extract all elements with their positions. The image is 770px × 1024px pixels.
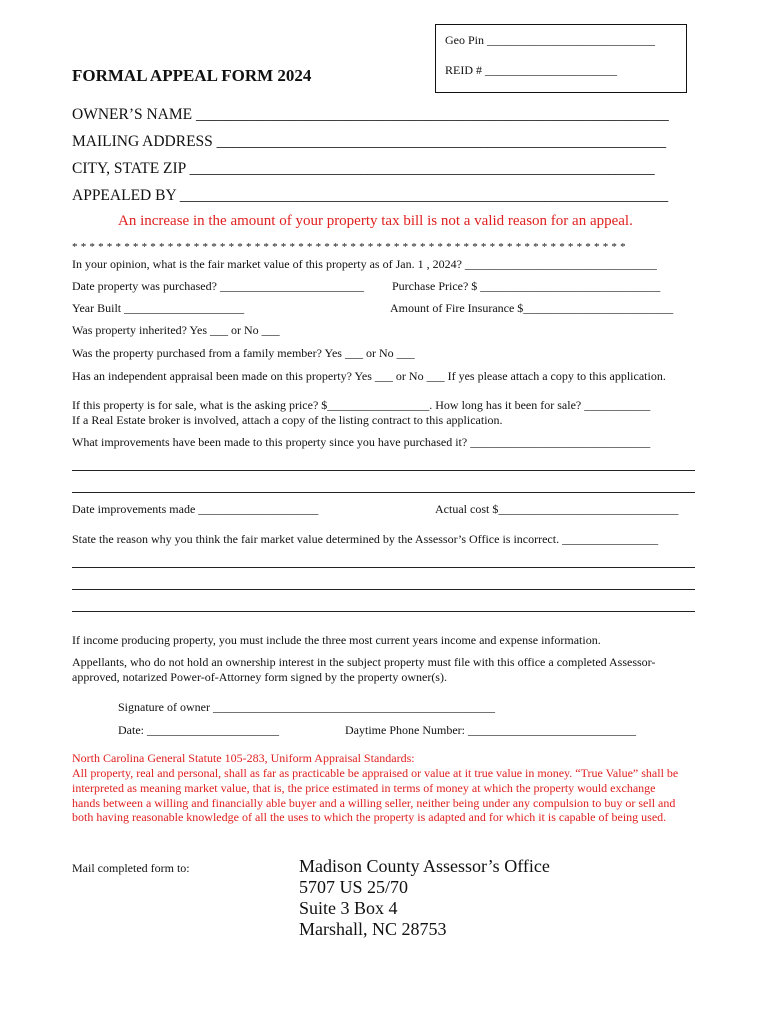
appeal-warning: An increase in the amount of your property tax bill is not a valid reason for an appeal. xyxy=(118,213,633,229)
fire-insurance-field[interactable]: Amount of Fire Insurance $_________________________ xyxy=(390,301,674,315)
reason-line-1[interactable] xyxy=(72,567,695,568)
mailing-address-field[interactable]: MAILING ADDRESS __________________________________________________________ xyxy=(72,133,667,150)
mail-address-line-4: Marshall, NC 28753 xyxy=(299,919,447,939)
geo-pin-field[interactable]: Geo Pin ____________________________ xyxy=(445,33,655,47)
phone-field[interactable]: Daytime Phone Number: ____________________________ xyxy=(345,723,636,737)
reason-question[interactable]: State the reason why you think the fair market value determined by the Assessor’s Office is incorrect. ________________ xyxy=(72,532,659,546)
broker-note: If a Real Estate broker is involved, attach a copy of the listing contract to this application. xyxy=(72,413,503,427)
inherited-question[interactable]: Was property inherited? Yes ___ or No ___ xyxy=(72,323,280,337)
form-title: FORMAL APPEAL FORM 2024 xyxy=(72,66,312,85)
date-field[interactable]: Date: ______________________ xyxy=(118,723,279,737)
date-improvements-field[interactable]: Date improvements made ____________________ xyxy=(72,502,319,516)
statute-body: All property, real and personal, shall as far as practicable be appraised or value at it true value in money. “True Value” shall be interpreted as meaning market value, that is, the price estimated in terms of money at which the property would exchange hands between a willing and financially able buyer and a willing seller, neither being under any compulsion to buy or sell and both having reasonable knowledge of all the uses to which the property is adapted and for which it is capable of being used. xyxy=(72,766,679,825)
mail-address-line-1: Madison County Assessor’s Office xyxy=(299,856,550,876)
fair-market-value-field[interactable]: In your opinion, what is the fair market value of this property as of Jan. 1 , 2024? ________________________________ xyxy=(72,257,657,271)
improvements-line-2[interactable] xyxy=(72,492,695,493)
date-purchased-field[interactable]: Date property was purchased? ________________________ xyxy=(72,279,364,293)
appellants-note: Appellants, who do not hold an ownership interest in the subject property must file with this office a completed Assessor-approved, notarized Power-of-Attorney form signed by the property owner(s). xyxy=(72,655,656,684)
mail-address-line-3: Suite 3 Box 4 xyxy=(299,898,398,918)
signature-field[interactable]: Signature of owner _______________________________________________ xyxy=(118,700,495,714)
income-note: If income producing property, you must include the three most current years income and expense information. xyxy=(72,633,601,647)
star-divider: **************************************************************** xyxy=(72,241,629,253)
city-state-zip-field[interactable]: CITY, STATE ZIP ____________________________________________________________ xyxy=(72,160,655,177)
statute-heading: North Carolina General Statute 105-283, Uniform Appraisal Standards: xyxy=(72,751,415,765)
actual-cost-field[interactable]: Actual cost $______________________________ xyxy=(435,502,679,516)
family-member-question[interactable]: Was the property purchased from a family member? Yes ___ or No ___ xyxy=(72,346,415,360)
mail-address-line-2: 5707 US 25/70 xyxy=(299,877,409,897)
reason-line-3[interactable] xyxy=(72,611,695,612)
owner-name-field[interactable]: OWNER’S NAME _____________________________________________________________ xyxy=(72,106,669,123)
appraisal-question[interactable]: Has an independent appraisal been made on this property? Yes ___ or No ___ If yes please attach a copy to this application. xyxy=(72,369,666,383)
improvements-line-1[interactable] xyxy=(72,470,695,471)
for-sale-question[interactable]: If this property is for sale, what is the asking price? $_________________. How long has it been for sale? ___________ xyxy=(72,398,651,412)
appealed-by-field[interactable]: APPEALED BY _______________________________________________________________ xyxy=(72,187,669,204)
reason-line-2[interactable] xyxy=(72,589,695,590)
purchase-price-field[interactable]: Purchase Price? $ ______________________________ xyxy=(392,279,661,293)
year-built-field[interactable]: Year Built ____________________ xyxy=(72,301,245,315)
improvements-question[interactable]: What improvements have been made to this property since you have purchased it? ______________________________ xyxy=(72,435,651,449)
reid-field[interactable]: REID # ______________________ xyxy=(445,63,617,77)
mail-label: Mail completed form to: xyxy=(72,861,190,875)
